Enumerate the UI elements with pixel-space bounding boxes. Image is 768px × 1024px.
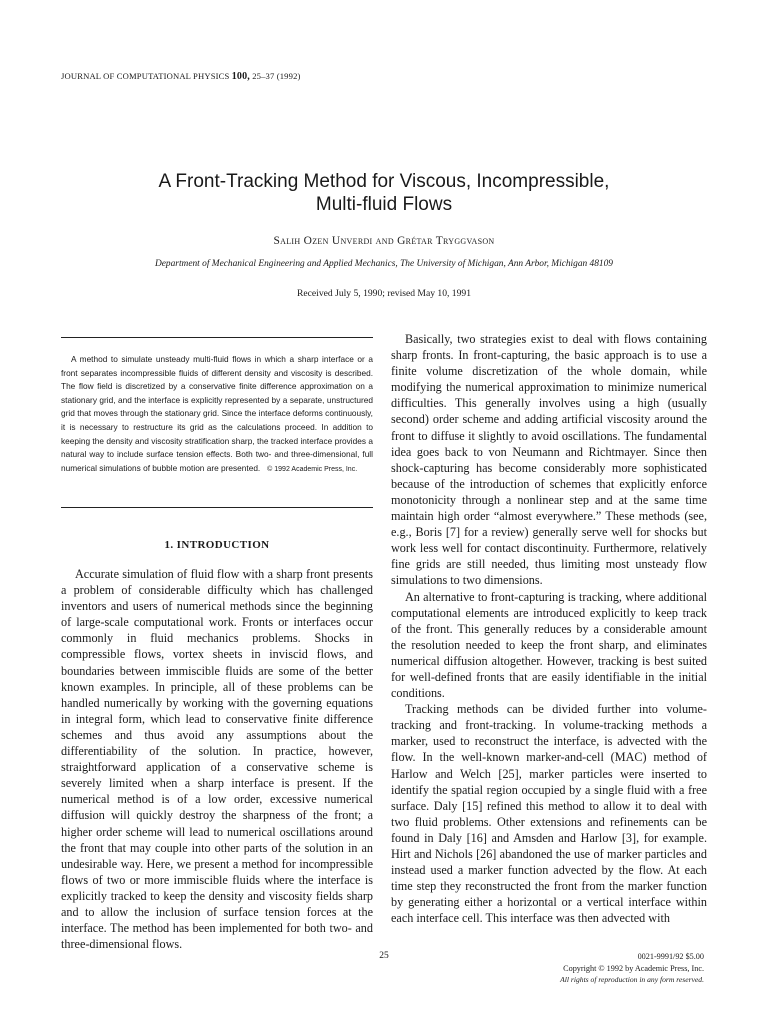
journal-header [61, 71, 301, 82]
author-affiliation: Department of Mechanical Engineering and Applied Mechanics, The University of Michigan, Ann Arbor, Michigan 48109 [155, 259, 613, 269]
publisher-copyright: Copyright © 1992 by Academic Press, Inc. [563, 963, 704, 973]
copyright-footer [480, 951, 704, 986]
journal-pages-year: 25–37 (1992) [252, 71, 301, 81]
rights-notice: All rights of reproduction in any form reserved. [560, 975, 704, 984]
left-column [61, 566, 373, 952]
intro-paragraph-1: Accurate simulation of fluid flow with a sharp front presents a problem of considerable difficulty which has challenged inventors and users of numerical methods since the beginning of large-scale computational work. Fronts or interfaces occur commonly in fluid mechanics problems. Shocks in compressible flows, vortex sheets in inviscid flows, and boundaries between immiscible fluids are some of the better known examples. In principle, all of these problems can be handled numerically by working with the governing equations in integral form, which lead to conservative finite difference schemes and thus avoid any assumptions about the differentiability of the solution. In practice, however, straightforward application of a conservative scheme is severely limited when a sharp interface is present. If the numerical method is of a low order, excessive numerical diffusion will quickly destroy the sharpness of the front; a higher order scheme will lead to numerical oscillations around the front that may couple into other parts of the solution in an undesirable way. Here, we present a method for incompressible flows of two or more immiscible fluids where the interface is explicitly tracked to keep the density and viscosity fields sharp and to allow the inclusion of surface tension forces at the interface. The method has been implemented for both two- and three-dimensional flows. [61, 567, 373, 952]
abstract-text: A method to simulate unsteady multi-fluid flows in which a sharp interface or a front separates incompressible fluids of different density and viscosity is described. The flow field is discretized by a conservative finite difference approximation on a stationary grid, and the interface is explicitly represented by a separate, unstructured grid that moves through the stationary grid. Since the interface deforms continuously, it is necessary to restructure its grid as the calculations proceed. In addition to keeping the density and viscosity stratification sharp, the tracked interface provides a natural way to include surface tension effects. Both two- and three-dimensional, full numerical simulations of bubble motion are presented. [61, 354, 373, 473]
abstract-copyright: © 1992 Academic Press, Inc. [267, 465, 358, 473]
right-paragraph-3: Tracking methods can be divided further into volume-tracking and front-tracking. In volume-tracking methods a marker, used to reconstruct the interface, is advected with the flow. In the well-known marker-and-cell (MAC) method of Harlow and Welch [25], marker particles were inserted to identify the spatial region occupied by a single fluid with a free surface. Daly [15] refined this method to allow it to deal with two fluid problems. Other extensions and refinements can be found in Daly [16] and Amsden and Harlow [3], for example. Hirt and Nichols [26] abandoned the use of marker particles and instead used a marker function advected by the flow. At each time step they reconstructed the front from the marker function by generating either a horizontal or a vertical interface within each interface cell. This interface was then advected with [391, 702, 707, 926]
section-heading-introduction: 1. INTRODUCTION [164, 539, 270, 551]
abstract-bottom-rule [61, 507, 373, 508]
page-number: 25 [379, 951, 389, 961]
abstract [61, 353, 373, 476]
abstract-top-rule [61, 337, 373, 338]
right-column [391, 331, 707, 926]
received-dates: Received July 5, 1990; revised May 10, 1991 [297, 288, 471, 299]
right-paragraph-2: An alternative to front-capturing is tracking, where additional computational elements are introduced explicitly to keep track of the front. This generally reduces by a considerable amount the resolution needed to keep the front sharp, and eliminates numerical diffusion altogether. However, tracking is best suited for well-defined fronts that are easily identifiable in the initial conditions. [391, 589, 707, 701]
right-paragraph-1: Basically, two strategies exist to deal with flows containing sharp fronts. In front-capturing, the basic approach is to use a finite volume discretization of the whole domain, while modifying the numerical approximation to minimize numerical difficulties. This generally involves using a high (usually second) order scheme and adding artificial viscosity around the front to diffuse it slightly to avoid oscillations. The fundamental idea goes back to von Neumann and Richtmayer. Since then shock-capturing has become considerably more sophisticated because of the introduction of schemes that explicitly enforce monotonicity through a nonlinear step and at the same time maintain high order “almost everywhere.” These methods (see, e.g., Boris [7] for a review) generally serve well for shocks but work less well for contact discontinuity. Furthermore, relatively fine grids are still needed, thus limiting most unsteady flow simulations to two dimensions. [391, 332, 707, 588]
journal-volume: 100, [231, 71, 250, 82]
journal-name: JOURNAL OF COMPUTATIONAL PHYSICS [61, 71, 230, 81]
title-line-2: Multi-fluid Flows [315, 194, 453, 215]
author-list: Salih Ozen Unverdi and Grétar Tryggvason [273, 235, 495, 247]
issn-price: 0021-9991/92 $5.00 [637, 952, 704, 961]
title-line-1: A Front-Tracking Method for Viscous, Incompressible, [158, 171, 610, 192]
paper-title [60, 170, 708, 216]
